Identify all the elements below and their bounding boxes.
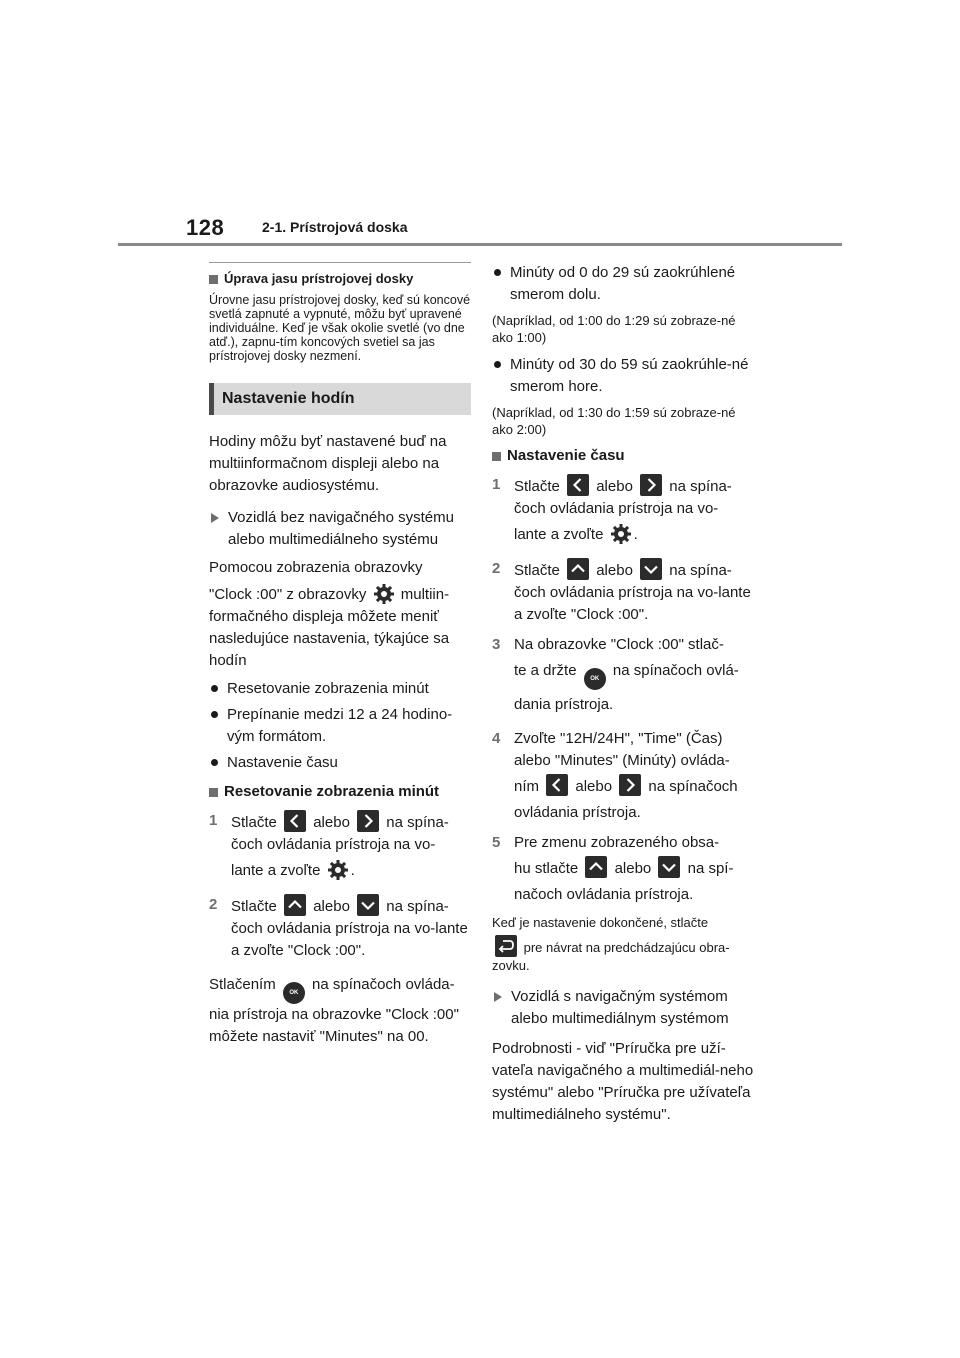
- step-2: 2 Stlačte alebo na spína-čoch ovládania prístroja na vo-lante a zvoľte "Clock :00".: [209, 896, 468, 959]
- chevron-down-icon: [640, 558, 662, 580]
- triangle-marker-icon: [211, 513, 219, 523]
- section-title: Nastavenie hodín: [209, 383, 471, 415]
- chevron-left-icon: [284, 810, 306, 832]
- triangle-marker-icon: [494, 992, 502, 1002]
- example-note: (Napríklad, od 1:30 do 1:59 sú zobraze-né ako 2:00): [492, 405, 736, 437]
- reset-note: Stlačením OK na spínačoch ovláda-nia prístroja na obrazovke "Clock :00" môžete nastaviť "Minutes" na 00.: [209, 976, 459, 1045]
- vehicle-type-item: Vozidlá s navigačným systémom alebo multimediálnym systémom: [492, 986, 754, 1030]
- list-item: Prepínanie medzi 12 a 24 hodino-vým formátom.: [209, 704, 471, 748]
- display-paragraph: "Clock :00" z obrazovky multiin-formačného displeja môžete meniť nasledujúce nastavenia, týkajúce sa hodín: [209, 583, 471, 672]
- brightness-heading: Úprava jasu prístrojovej dosky: [209, 269, 471, 289]
- square-marker-icon: [492, 452, 501, 461]
- ok-button-icon: OK: [584, 668, 606, 690]
- back-note-a: Keď je nastavenie dokončené, stlačte: [492, 915, 709, 930]
- square-marker-icon: [209, 275, 218, 284]
- step-1: 1 Stlačte alebo na spína-čoch ovládania prístroja na vo- lante a zvoľte .: [209, 812, 449, 879]
- back-arrow-icon: [495, 935, 517, 957]
- page-number: 128: [186, 215, 225, 240]
- right-column: [492, 262, 754, 1126]
- heading-rule: [209, 262, 471, 263]
- step-5: 5 Pre zmenu zobrazeného obsa- hu stlačte alebo na spí- načoch ovládania prístroja.: [492, 834, 734, 903]
- chevron-left-icon: [546, 774, 568, 796]
- reset-heading: Resetovanie zobrazenia minút: [209, 782, 471, 802]
- step-3: 3 Na obrazovke "Clock :00" stlač- te a držte OK na spínačoch ovlá-dania prístroja.: [492, 636, 739, 713]
- time-heading: Nastavenie času: [492, 446, 754, 466]
- step-1: 1 Stlačte alebo na spína-čoch ovládania prístroja na vo- lante a zvoľte .: [492, 476, 732, 543]
- step-2: 2 Stlačte alebo na spína-čoch ovládania prístroja na vo-lante a zvoľte "Clock :00".: [492, 560, 751, 623]
- left-column: [209, 262, 471, 1048]
- gear-icon: [373, 583, 395, 605]
- chevron-right-icon: [619, 774, 641, 796]
- chevron-down-icon: [658, 856, 680, 878]
- list-item: Nastavenie času: [209, 752, 471, 774]
- back-note: pre návrat na predchádzajúcu obra-zovku.: [492, 935, 754, 974]
- gear-icon: [610, 523, 632, 545]
- vehicle-type-item: Vozidlá bez navigačného systému alebo multimediálneho systému: [209, 507, 471, 551]
- header-rule: [118, 243, 842, 246]
- step-4: 4 Zvoľte "12H/24H", "Time" (Čas) alebo "Minutes" (Minúty) ovláda- ním alebo na spínačoch ovládania prístroja.: [492, 730, 738, 821]
- list-item: Minúty od 0 do 29 sú zaokrúhlené smerom dolu.: [492, 262, 754, 306]
- square-marker-icon: [209, 788, 218, 797]
- chevron-down-icon: [357, 894, 379, 916]
- clock-intro: Hodiny môžu byť nastavené buď na multiinformačnom displeji alebo na obrazovke audiosystému.: [209, 433, 447, 494]
- display-paragraph-a: Pomocou zobrazenia obrazovky: [209, 559, 423, 576]
- chevron-right-icon: [357, 810, 379, 832]
- chevron-right-icon: [640, 474, 662, 496]
- example-note: (Napríklad, od 1:00 do 1:29 sú zobraze-né ako 1:00): [492, 313, 736, 345]
- reference-paragraph: Podrobnosti - viď "Príručka pre uží-vateľa navigačného a multimediál-neho systému" alebo "Príručka pre užívateľa multimediálneho systému".: [492, 1040, 754, 1123]
- list-item: Resetovanie zobrazenia minút: [209, 678, 471, 700]
- chevron-up-icon: [284, 894, 306, 916]
- chevron-up-icon: [567, 558, 589, 580]
- brightness-paragraph: Úrovne jasu prístrojovej dosky, keď sú koncové svetlá zapnuté a vypnuté, môžu byť upravené individuálne. Keď je však okolie svetlé (vo dne atď.), zapnu-tím koncových svetiel sa jas prístrojovej dosky nezmení.: [209, 293, 471, 363]
- chevron-up-icon: [585, 856, 607, 878]
- ok-button-icon: OK: [283, 982, 305, 1004]
- list-item: Minúty od 30 do 59 sú zaokrúhle-né smerom hore.: [492, 354, 754, 398]
- section-header: 2-1. Prístrojová doska: [262, 219, 408, 235]
- chevron-left-icon: [567, 474, 589, 496]
- gear-icon: [327, 859, 349, 881]
